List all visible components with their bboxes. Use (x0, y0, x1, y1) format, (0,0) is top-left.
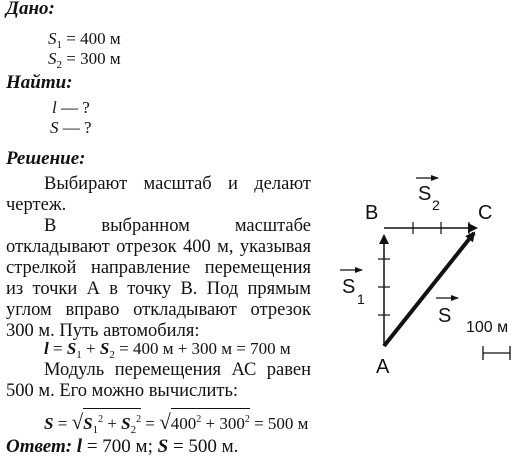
given-s1: $S_1 = 400$ м (48, 29, 121, 51)
scale-bar (483, 346, 510, 360)
find-s: S — ? (50, 118, 92, 137)
path-formula: $l = S_1 + S_2 = 400$ м + 300 м = 700 м (44, 339, 291, 361)
solution-paragraph-2: В выбранном масштабе откладывают отрезок 400 м, указывая стрелкой направление перемещения из точки А в точку В. Под прямым углом вправо откладывают отрезок 300 м. Путь автомобиля: (6, 216, 311, 341)
s-label: S (438, 305, 452, 327)
answer-line: Ответ: l = 700 м; S = 500 м. (6, 436, 239, 457)
find-l: l — ? (52, 98, 90, 117)
point-b-label: B (365, 202, 379, 224)
s2-label: S (418, 183, 432, 205)
displacement-formula: $S = √S_1^2 + S_2^2 = √400^2 + 300^2 = 500$ м (44, 408, 308, 440)
s1-label: S (342, 276, 356, 298)
solution-paragraph-3: Модуль перемещения АС равен 500 м. Его можно вычислить: (6, 360, 311, 401)
given-s2: $S_2 = 300$ м (48, 49, 121, 71)
find-heading: Найти: (6, 72, 73, 93)
given-heading: Дано: (6, 0, 55, 19)
s1-subscript: 1 (357, 291, 365, 307)
solution-heading: Решение: (6, 148, 86, 169)
vector-ac (384, 233, 474, 346)
scale-label: 100 м (466, 319, 509, 336)
point-a-label: A (376, 356, 390, 378)
solution-paragraph-1: Выбирают масштаб и делают чертеж. (6, 174, 311, 215)
point-c-label: C (478, 202, 493, 224)
s2-subscript: 2 (432, 197, 440, 213)
